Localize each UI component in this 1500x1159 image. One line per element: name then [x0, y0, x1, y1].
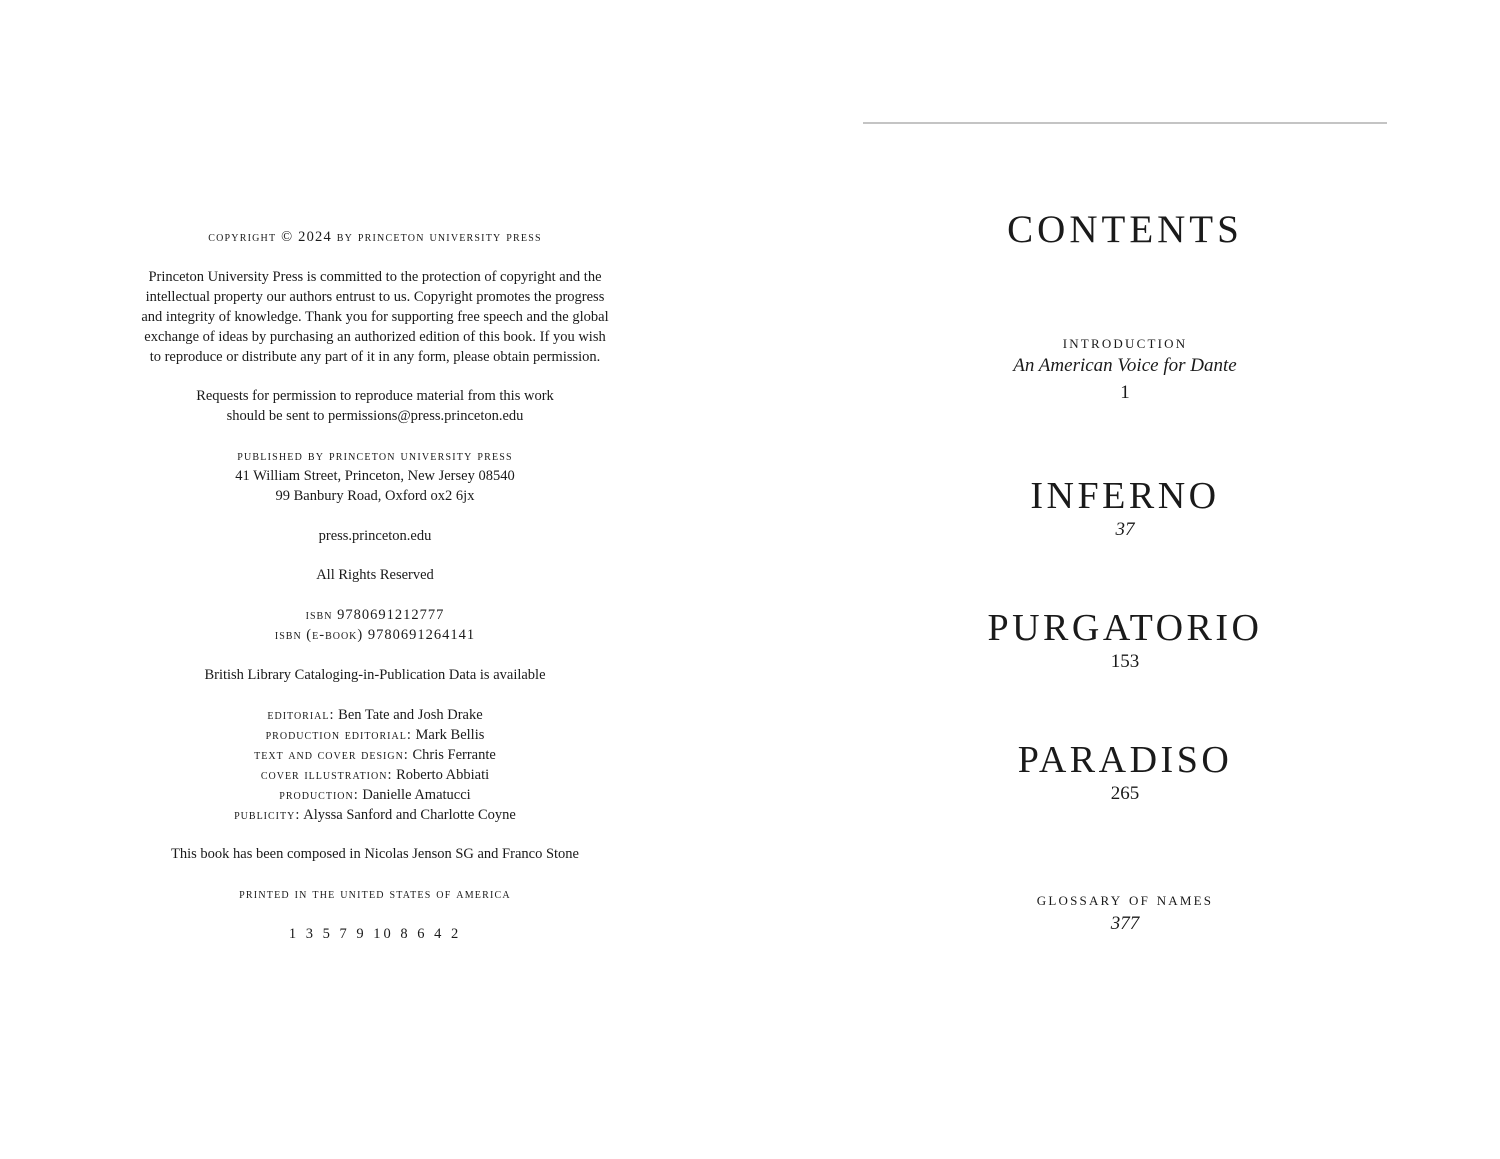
- printed-notice: [75, 884, 675, 904]
- publisher-info: [75, 446, 675, 506]
- publisher-website: [75, 526, 675, 546]
- credit-line: [75, 705, 675, 725]
- contents-page: [750, 0, 1500, 1159]
- published-by: published by princeton university press: [237, 448, 513, 464]
- toc-entry-inferno[interactable]: [850, 476, 1400, 544]
- credit-name: Alyssa Sanford and Charlotte Coyne: [303, 807, 516, 823]
- page-title: CONTENTS: [1007, 208, 1243, 251]
- toc-entry-purgatorio[interactable]: [850, 608, 1400, 676]
- credit-name: Mark Bellis: [415, 727, 485, 743]
- statement-line: intellectual property our authors entrust to us. Copyright promotes the progress: [145, 289, 605, 305]
- isbn-line: isbn 9780691212777: [305, 607, 445, 623]
- requests-line: should be sent to permissions@press.princeton.edu: [226, 408, 524, 424]
- credit-role: production:: [279, 787, 359, 803]
- toc-page-number: 1: [1120, 382, 1130, 403]
- isbn-block: [75, 605, 675, 645]
- credit-line: [75, 765, 675, 785]
- credit-name: Danielle Amatucci: [362, 787, 471, 803]
- header-rule: [863, 122, 1387, 124]
- credit-role: cover illustration:: [260, 767, 393, 783]
- copyright-notice: [75, 227, 675, 247]
- rights: All Rights Reserved: [316, 567, 434, 583]
- composition: This book has been composed in Nicolas Jenson SG and Franco Stone: [171, 846, 579, 862]
- printing-numbers: 1 3 5 7 9 10 8 6 4 2: [288, 926, 462, 942]
- toc-page-number: 37: [1115, 519, 1135, 540]
- toc-label: PURGATORIO: [987, 607, 1263, 649]
- credit-line: [75, 805, 675, 825]
- credits-block: [75, 705, 675, 825]
- credit-name: Roberto Abbiati: [396, 767, 490, 783]
- toc-entry-introduction[interactable]: [850, 331, 1400, 407]
- toc-label: introduction: [1062, 332, 1188, 352]
- credit-role: production editorial:: [265, 727, 412, 743]
- credit-role: editorial:: [267, 707, 335, 723]
- toc-page-number: 377: [1110, 913, 1140, 934]
- isbn-line: isbn (e-book) 9780691264141: [274, 627, 476, 643]
- statement-line: Princeton University Press is committed to the protection of copyright and the: [148, 269, 602, 285]
- toc-label: INFERNO: [1030, 475, 1220, 517]
- credit-line: [75, 785, 675, 805]
- composition-notice: [75, 844, 675, 864]
- credit-name: Chris Ferrante: [412, 747, 496, 763]
- printing-line: [75, 924, 675, 944]
- printed-in: printed in the united states of america: [239, 886, 511, 902]
- toc-label: PARADISO: [1017, 739, 1233, 781]
- website: press.princeton.edu: [318, 528, 432, 544]
- credit-line: [75, 745, 675, 765]
- toc-entry-glossary[interactable]: [850, 888, 1400, 938]
- statement-line: to reproduce or distribute any part of it in any form, please obtain permission.: [149, 349, 601, 365]
- permission-requests: [75, 386, 675, 426]
- toc-page-number: 265: [1110, 783, 1140, 804]
- toc-label: glossary of names: [1036, 889, 1214, 909]
- statement-line: and integrity of knowledge. Thank you for supporting free speech and the global: [141, 309, 609, 325]
- requests-line: Requests for permission to reproduce material from this work: [196, 388, 554, 404]
- cataloging-notice: [75, 665, 675, 685]
- credit-role: publicity:: [234, 807, 301, 823]
- cataloging: British Library Cataloging-in-Publication Data is available: [204, 667, 546, 683]
- statement-line: exchange of ideas by purchasing an authorized edition of this book. If you wish: [144, 329, 606, 345]
- contents-heading: [850, 208, 1400, 252]
- address-line: 41 William Street, Princeton, New Jersey 08540: [235, 468, 515, 484]
- copyright-statement: [75, 267, 675, 367]
- credit-line: [75, 725, 675, 745]
- toc-page-number: 153: [1110, 651, 1140, 672]
- rights-notice: [75, 565, 675, 585]
- toc-subtitle: An American Voice for Dante: [1013, 355, 1237, 376]
- copyright-line: copyright © 2024 by princeton university press: [208, 229, 542, 245]
- credit-role: text and cover design:: [254, 747, 409, 763]
- address-line: 99 Banbury Road, Oxford ox2 6jx: [275, 488, 475, 504]
- toc-entry-paradiso[interactable]: [850, 740, 1400, 808]
- credit-name: Ben Tate and Josh Drake: [338, 707, 483, 723]
